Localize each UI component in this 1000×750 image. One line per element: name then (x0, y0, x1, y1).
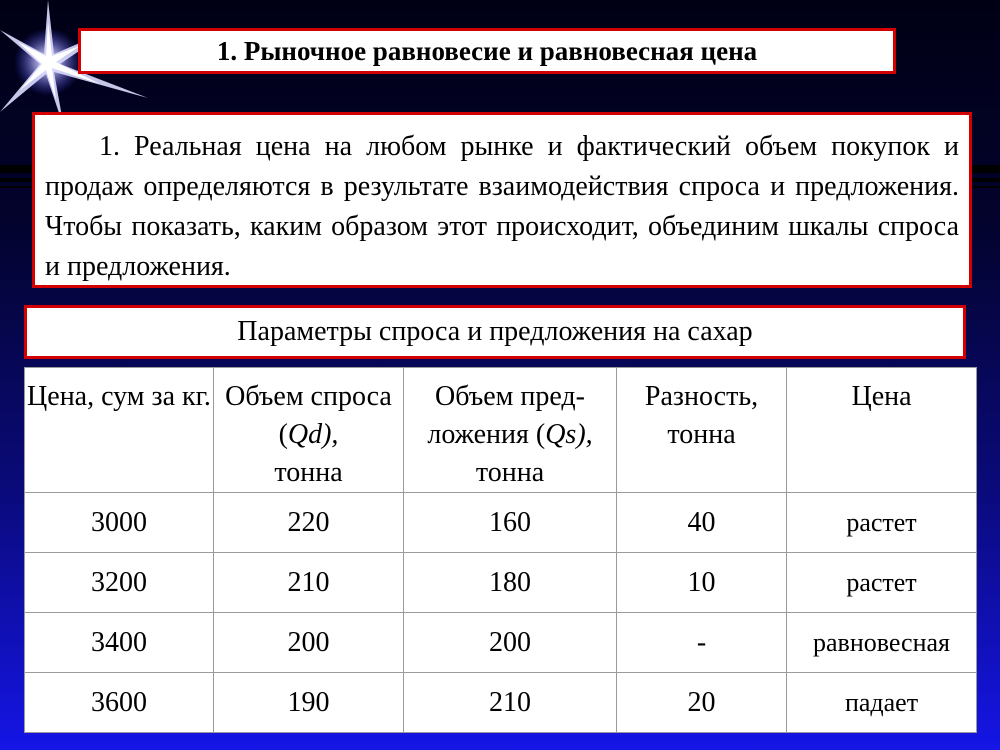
cell-price-trend: падает (787, 673, 977, 733)
cell-price: 3600 (25, 673, 214, 733)
cell-supply: 180 (404, 553, 617, 613)
cell-demand: 220 (214, 493, 404, 553)
cell-price: 3400 (25, 613, 214, 673)
cell-demand: 200 (214, 613, 404, 673)
cell-supply: 210 (404, 673, 617, 733)
header-price-trend: Цена (787, 368, 977, 493)
cell-difference: - (617, 613, 787, 673)
cell-price-trend: равновесная (787, 613, 977, 673)
header-supply-unit: тонна (475, 457, 545, 488)
header-demand (214, 368, 404, 493)
cell-demand: 190 (214, 673, 404, 733)
header-supply (404, 368, 617, 493)
slide-title: 1. Рыночное равновесие и равновесная цена (78, 28, 896, 74)
cell-price-trend: растет (787, 493, 977, 553)
cell-difference: 20 (617, 673, 787, 733)
cell-price-trend: растет (787, 553, 977, 613)
table-row (25, 613, 977, 673)
cell-price: 3200 (25, 553, 214, 613)
cell-demand: 210 (214, 553, 404, 613)
header-supply-text: Объем пред-ложения ( (427, 381, 585, 450)
cell-supply: 200 (404, 613, 617, 673)
cell-price: 3000 (25, 493, 214, 553)
cell-difference: 40 (617, 493, 787, 553)
table-row (25, 493, 977, 553)
header-demand-unit: тонна (274, 457, 343, 488)
table-row (25, 673, 977, 733)
cell-supply: 160 (404, 493, 617, 553)
table-caption: Параметры спроса и предложения на сахар (24, 305, 966, 359)
table-row (25, 553, 977, 613)
table-header-row (25, 368, 977, 493)
header-price: Цена, сум за кг. (25, 368, 214, 493)
header-demand-symbol: Qd), (287, 419, 339, 450)
header-demand-text: Объем спроса ( (225, 381, 392, 450)
supply-demand-table (24, 367, 977, 733)
header-difference: Разность, тонна (617, 368, 787, 493)
intro-paragraph: 1. Реальная цена на любом рынке и фактический объем покупок и продаж определяются в результате взаимодействия спроса и предложения. Чтобы показать, каким образом этот происходит, объединим шкалы спроса и предложения. (32, 112, 972, 288)
cell-difference: 10 (617, 553, 787, 613)
header-supply-symbol: Qs), (545, 419, 593, 450)
